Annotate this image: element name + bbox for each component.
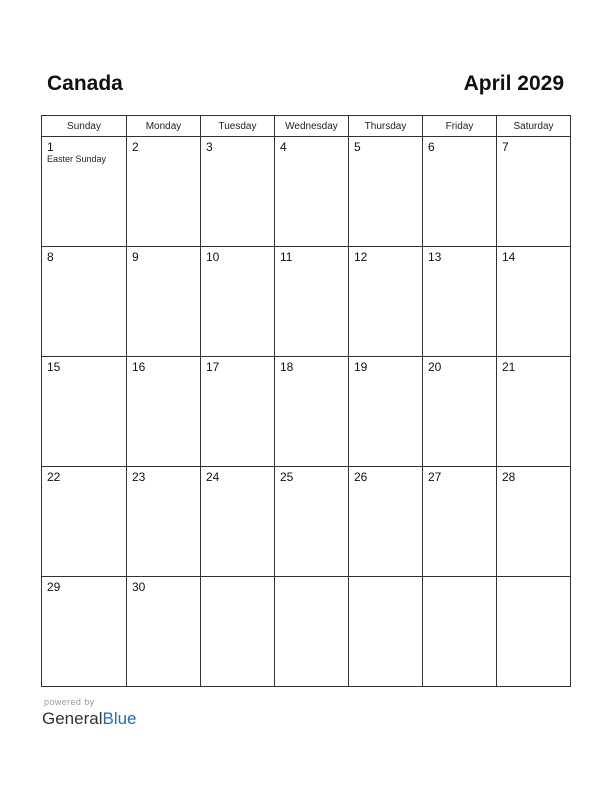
- day-number: 2: [132, 140, 139, 154]
- day-number: 28: [502, 470, 516, 484]
- day-cell: [127, 467, 201, 577]
- day-cell: [497, 467, 571, 577]
- day-cell: [127, 577, 201, 687]
- calendar-grid: [41, 115, 571, 687]
- weekday-thursday: Thursday: [349, 116, 423, 137]
- day-number: 12: [354, 250, 368, 264]
- calendar-header: [41, 70, 570, 98]
- weekday-friday: Friday: [423, 116, 497, 137]
- week-row: [42, 137, 571, 247]
- day-number: 23: [132, 470, 146, 484]
- day-number: 4: [280, 140, 287, 154]
- day-number: 18: [280, 360, 294, 374]
- day-cell: [349, 247, 423, 357]
- day-number: 3: [206, 140, 213, 154]
- day-cell: [497, 137, 571, 247]
- day-number: 29: [47, 580, 61, 594]
- day-number: 7: [502, 140, 509, 154]
- day-number: 25: [280, 470, 294, 484]
- day-cell: [349, 137, 423, 247]
- day-cell: [423, 357, 497, 467]
- day-cell: [42, 247, 127, 357]
- day-cell: [497, 357, 571, 467]
- brand-name-blue: Blue: [102, 709, 137, 728]
- country-title: Canada: [47, 72, 123, 95]
- day-cell: [201, 247, 275, 357]
- day-cell-empty: [497, 577, 571, 687]
- day-cell: [275, 357, 349, 467]
- day-number: 8: [47, 250, 54, 264]
- day-cell: [423, 247, 497, 357]
- day-number: 22: [47, 470, 61, 484]
- day-cell: [349, 467, 423, 577]
- day-number: 13: [428, 250, 442, 264]
- day-number: 24: [206, 470, 220, 484]
- day-number: 1: [47, 140, 54, 154]
- day-cell: [127, 137, 201, 247]
- day-cell: [423, 137, 497, 247]
- day-cell: [275, 137, 349, 247]
- day-cell: [127, 357, 201, 467]
- day-number: 20: [428, 360, 442, 374]
- day-cell: [201, 137, 275, 247]
- month-year-title: April 2029: [463, 72, 564, 95]
- week-row: [42, 247, 571, 357]
- day-cell: [201, 467, 275, 577]
- day-cell: [275, 467, 349, 577]
- weekday-sunday: Sunday: [42, 116, 127, 137]
- day-number: 19: [354, 360, 368, 374]
- day-number: 10: [206, 250, 220, 264]
- day-number: 11: [280, 250, 293, 264]
- weekday-wednesday: Wednesday: [275, 116, 349, 137]
- day-number: 30: [132, 580, 146, 594]
- day-cell: [349, 357, 423, 467]
- generalblue-logo[interactable]: [42, 709, 137, 729]
- day-cell-empty: [201, 577, 275, 687]
- week-row: [42, 467, 571, 577]
- day-cell: [42, 467, 127, 577]
- week-row: [42, 357, 571, 467]
- day-cell-empty: [349, 577, 423, 687]
- holiday-label: Easter Sunday: [47, 154, 107, 164]
- day-cell: [275, 247, 349, 357]
- weekday-tuesday: Tuesday: [201, 116, 275, 137]
- day-number: 6: [428, 140, 435, 154]
- weekday-header-row: [42, 116, 571, 137]
- day-cell: [42, 357, 127, 467]
- day-number: 15: [47, 360, 61, 374]
- day-number: 5: [354, 140, 361, 154]
- day-number: 14: [502, 250, 516, 264]
- day-number: 16: [132, 360, 146, 374]
- powered-by-text: powered by: [44, 697, 95, 707]
- day-number: 17: [206, 360, 220, 374]
- day-cell: [423, 467, 497, 577]
- day-number: 21: [502, 360, 516, 374]
- day-cell: [127, 247, 201, 357]
- brand-name-general: General: [42, 709, 103, 728]
- day-cell-empty: [423, 577, 497, 687]
- day-cell: [201, 357, 275, 467]
- day-cell-empty: [275, 577, 349, 687]
- day-number: 9: [132, 250, 139, 264]
- day-number: 26: [354, 470, 368, 484]
- day-cell: [42, 137, 127, 247]
- day-cell: [42, 577, 127, 687]
- footer-branding: [42, 697, 137, 729]
- day-number: 27: [428, 470, 442, 484]
- weekday-saturday: Saturday: [497, 116, 571, 137]
- week-row: [42, 577, 571, 687]
- weekday-monday: Monday: [127, 116, 201, 137]
- day-cell: [497, 247, 571, 357]
